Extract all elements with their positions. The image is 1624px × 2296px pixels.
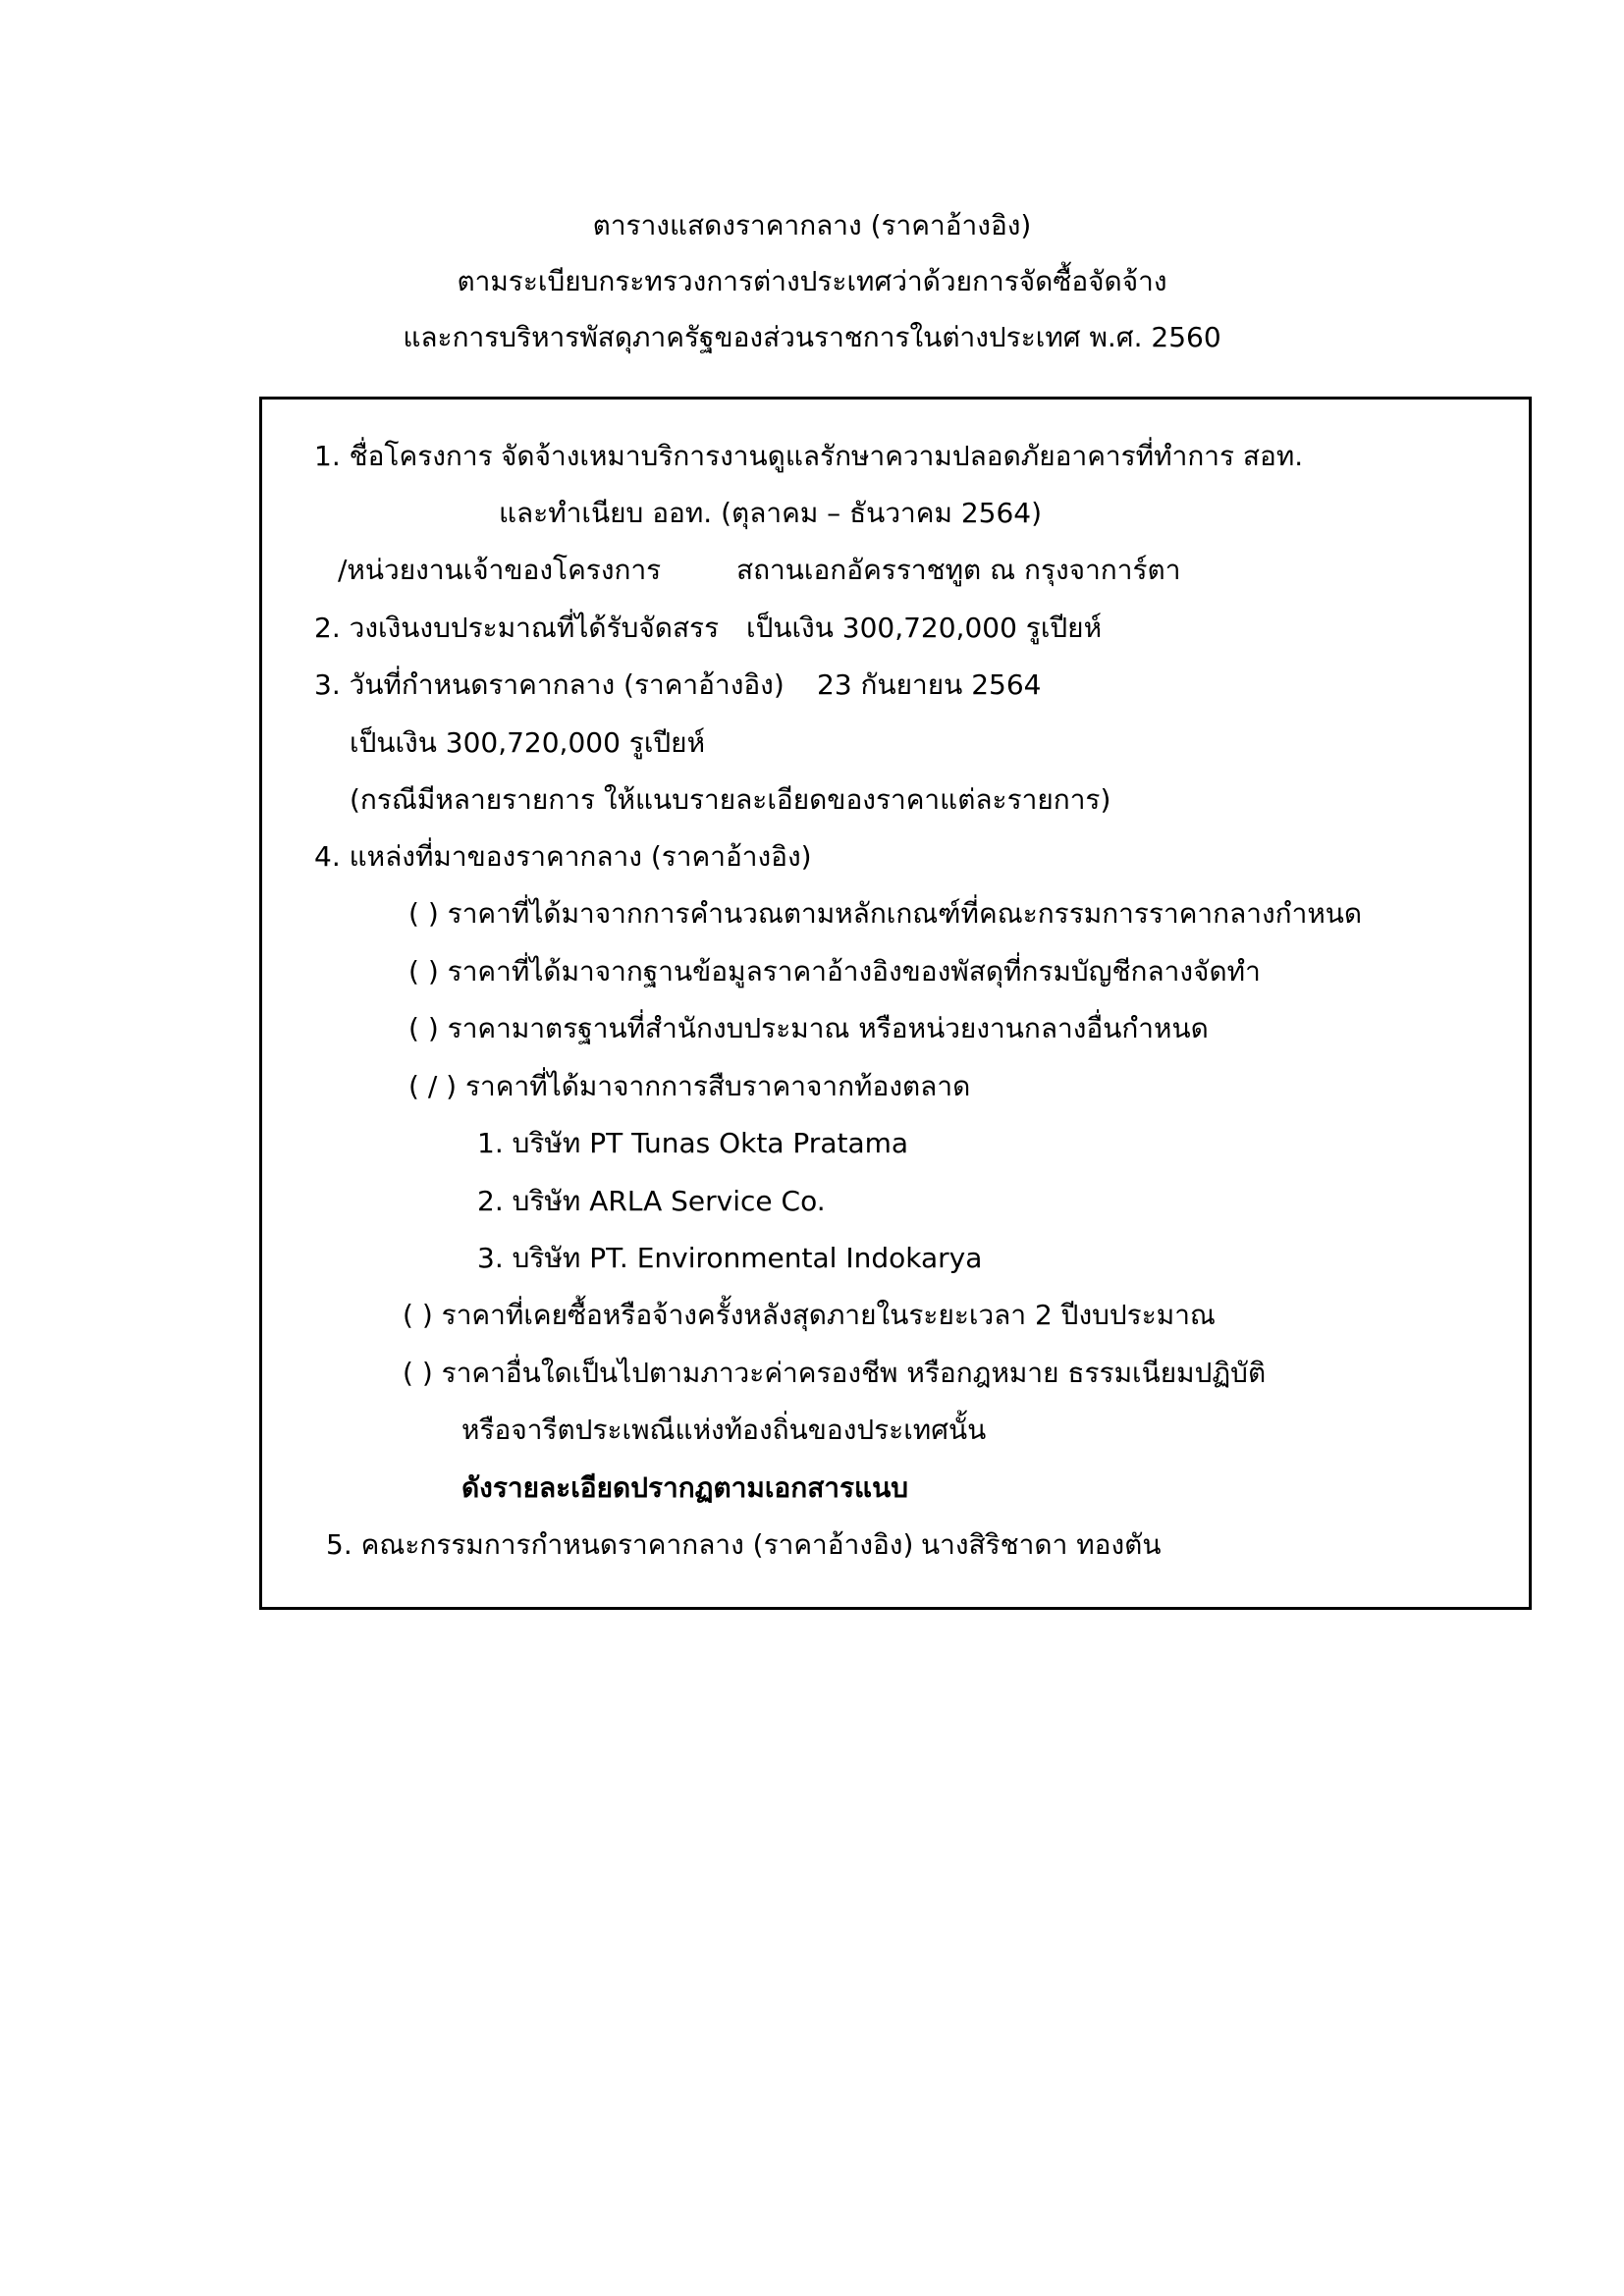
item4-company-2: 2. บริษัท ARLA Service Co. bbox=[477, 1185, 826, 1217]
item3-date: 23 กันยายน 2564 bbox=[817, 668, 1042, 701]
header-line-1: ตารางแสดงราคากลาง (ราคาอ้างอิง) bbox=[592, 209, 1032, 241]
item4-option-2: ( ) ราคาที่ได้มาจากฐานข้อมูลราคาอ้างอิงของพัสดุที่กรมบัญชีกลางจัดทำ bbox=[408, 955, 1261, 988]
item4-attachment-note: ดังรายละเอียดปรากฏตามเอกสารแนบ bbox=[461, 1471, 908, 1504]
item3-label: 3. วันที่กำหนดราคากลาง (ราคาอ้างอิง) bbox=[314, 668, 785, 701]
item4-option-6: ( ) ราคาอื่นใดเป็นไปตามภาวะค่าครองชีพ หรือกฎหมาย ธรรมเนียมปฏิบัติ bbox=[403, 1357, 1267, 1389]
item4-option-4: ( / ) ราคาที่ได้มาจากการสืบราคาจากท้องตลาด bbox=[408, 1070, 971, 1102]
item3-note: (กรณีมีหลายรายการ ให้แนบรายละเอียดของราคาแต่ละรายการ) bbox=[350, 783, 1111, 816]
header-line-3: และการบริหารพัสดุภาครัฐของส่วนราชการในต่างประเทศ พ.ศ. 2560 bbox=[403, 321, 1221, 353]
item1-owner-value: สถานเอกอัครราชทูต ณ กรุงจาการ์ตา bbox=[736, 554, 1181, 586]
item1-owner-label: /หน่วยงานเจ้าของโครงการ bbox=[338, 554, 662, 586]
item5-value: นางสิริชาดา ทองตัน bbox=[921, 1528, 1162, 1561]
item4-option-3: ( ) ราคามาตรฐานที่สำนักงบประมาณ หรือหน่วยงานกลางอื่นกำหนด bbox=[408, 1012, 1209, 1044]
item1-value: จัดจ้างเหมาบริการงานดูแลรักษาความปลอดภัยอาคารที่ทำการ สอท. bbox=[501, 440, 1304, 472]
item1-value-cont: และทำเนียบ ออท. (ตุลาคม – ธันวาคม 2564) bbox=[499, 497, 1043, 529]
header-line-2: ตามระเบียบกระทรวงการต่างประเทศว่าด้วยการจัดซื้อจัดจ้าง bbox=[457, 265, 1167, 297]
item3-amount: เป็นเงิน 300,720,000 รูเปียห์ bbox=[350, 726, 706, 759]
item2-label: 2. วงเงินงบประมาณที่ได้รับจัดสรร bbox=[314, 612, 720, 644]
item4-label: 4. แหล่งที่มาของราคากลาง (ราคาอ้างอิง) bbox=[314, 840, 812, 873]
item4-option-1: ( ) ราคาที่ได้มาจากการคำนวณตามหลักเกณฑ์ที่คณะกรรมการราคากลางกำหนด bbox=[408, 897, 1363, 930]
item2-value: เป็นเงิน 300,720,000 รูเปียห์ bbox=[746, 612, 1103, 644]
item4-option-6-cont: หรือจารีตประเพณีแห่งท้องถิ่นของประเทศนั้น bbox=[461, 1414, 987, 1446]
item1-label: 1. ชื่อโครงการ bbox=[314, 440, 493, 472]
item4-company-1: 1. บริษัท PT Tunas Okta Pratama bbox=[477, 1127, 909, 1159]
item4-option-5: ( ) ราคาที่เคยซื้อหรือจ้างครั้งหลังสุดภายในระยะเวลา 2 ปีงบประมาณ bbox=[403, 1299, 1216, 1331]
item4-company-3: 3. บริษัท PT. Environmental Indokarya bbox=[477, 1242, 983, 1274]
item5-label: 5. คณะกรรมการกำหนดราคากลาง (ราคาอ้างอิง) bbox=[326, 1528, 914, 1561]
